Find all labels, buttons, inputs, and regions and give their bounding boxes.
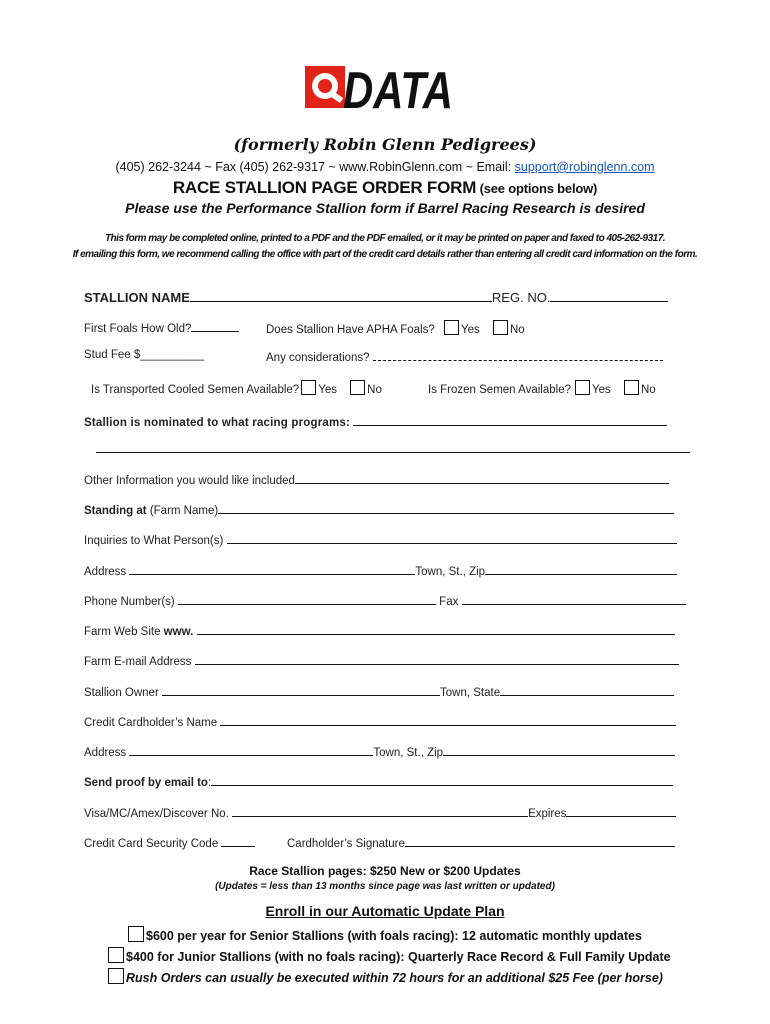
- inquiries-label: Inquiries to What Person(s): [84, 535, 224, 547]
- email-link[interactable]: support@robinglenn.com: [514, 160, 655, 174]
- cooled-yes-checkbox[interactable]: [301, 380, 316, 395]
- phone-field[interactable]: [178, 593, 436, 605]
- security-row: [84, 835, 255, 850]
- card-address-field[interactable]: [129, 744, 373, 756]
- cooled-no-label: No: [367, 384, 382, 396]
- option-rush: [108, 968, 663, 985]
- farm-web-row: [84, 623, 675, 638]
- title-note: (see options below): [476, 181, 598, 196]
- phone-row: [84, 593, 686, 608]
- contact-line: [0, 160, 770, 174]
- considerations-label: Any considerations?: [266, 352, 370, 364]
- frozen-yes-label: Yes: [591, 384, 611, 396]
- frozen-semen-row: [428, 380, 656, 396]
- farm-web-field[interactable]: [197, 623, 675, 635]
- farm-email-row: [84, 653, 679, 668]
- cooled-yes-label: Yes: [318, 384, 337, 396]
- formerly-line: (formerly Robin Glenn Pedigrees): [233, 135, 537, 154]
- stallion-name-field[interactable]: [190, 290, 492, 302]
- farm-name-hint: (Farm Name): [146, 505, 219, 517]
- senior-plan-checkbox[interactable]: [128, 926, 144, 942]
- other-info-field[interactable]: [295, 472, 669, 484]
- www-prefix: www.: [160, 626, 194, 638]
- cardholder-row: [84, 714, 676, 729]
- signature-label: Cardholder’s Signature: [287, 838, 405, 850]
- cardholder-name-field[interactable]: [220, 714, 676, 726]
- fax-field[interactable]: [462, 593, 686, 605]
- stud-fee-label[interactable]: Stud Fee $__________: [84, 349, 205, 361]
- frozen-no-checkbox[interactable]: [624, 380, 639, 395]
- rush-order-label: Rush Orders can usually be executed within 72 hours for an additional $25 Fee (per horse): [126, 971, 663, 985]
- form-title: [0, 178, 770, 198]
- reg-no-label: REG. NO.: [491, 290, 551, 305]
- nominated-field-line-2[interactable]: [96, 452, 690, 453]
- standing-at-row: [84, 502, 674, 517]
- junior-plan-checkbox[interactable]: [108, 947, 124, 963]
- nominated-field[interactable]: [353, 414, 667, 426]
- cooled-semen-label: Is Transported Cooled Semen Available?: [91, 384, 300, 396]
- pricing-line: Race Stallion pages: $250 New or $200 Updates: [249, 864, 521, 878]
- address-field[interactable]: [129, 563, 415, 575]
- send-proof-field[interactable]: [211, 774, 673, 786]
- owner-row: [84, 684, 674, 699]
- cooled-semen-row: [91, 380, 382, 396]
- address-label: Address: [84, 566, 127, 578]
- card-number-label: Visa/MC/Amex/Discover No.: [84, 808, 229, 820]
- farm-email-label: Farm E-mail Address: [84, 656, 192, 668]
- apha-no-label: No: [509, 324, 525, 336]
- standing-at-label: Standing at: [84, 505, 147, 517]
- senior-plan-label: $600 per year for Senior Stallions (with foals racing): 12 automatic monthly updates: [146, 929, 642, 943]
- frozen-no-label: No: [640, 384, 656, 396]
- expires-field[interactable]: [566, 805, 676, 817]
- security-code-label: Credit Card Security Code: [84, 838, 219, 850]
- instruction-note-1: This form may be completed online, printed to a PDF and the PDF emailed, or it may be printed on paper and faxed to 405-262-9317.: [104, 233, 666, 244]
- card-town-st-zip-field[interactable]: [443, 744, 675, 756]
- junior-plan-label: $400 for Junior Stallions (with no foals racing): Quarterly Race Record & Full Family Update: [126, 950, 671, 964]
- rush-order-checkbox[interactable]: [108, 968, 124, 984]
- send-proof-label: Send proof by email to: [84, 777, 208, 789]
- title-text: RACE STALLION PAGE ORDER FORM: [172, 178, 477, 197]
- town-st-zip-label: Town, St., Zip: [415, 566, 486, 578]
- nominated-label: Stallion is nominated to what racing programs:: [84, 417, 351, 429]
- logo-text: DATA: [343, 62, 453, 120]
- option-junior: [108, 947, 671, 964]
- option-senior: [128, 926, 642, 943]
- card-address-label: Address: [84, 747, 127, 759]
- inquiries-field[interactable]: [227, 532, 677, 544]
- first-foals-field[interactable]: [191, 320, 239, 332]
- standing-at-field[interactable]: [218, 502, 674, 514]
- contact-text: (405) 262-3244 ~ Fax (405) 262-9317 ~ www.RobinGlenn.com ~ Email:: [115, 160, 515, 174]
- expires-label: Expires: [528, 808, 567, 820]
- card-number-row: [84, 805, 676, 820]
- phone-label: Phone Number(s): [84, 596, 175, 608]
- frozen-yes-checkbox[interactable]: [575, 380, 590, 395]
- instruction-note-2: If emailing this form, we recommend calling the office with part of the credit card details rather than entering all credit card information on the form.: [72, 249, 698, 260]
- cooled-no-checkbox[interactable]: [350, 380, 365, 395]
- inquiries-row: [84, 532, 677, 547]
- stallion-name-label: STALLION NAME: [84, 290, 190, 305]
- owner-label: Stallion Owner: [84, 687, 159, 699]
- other-info-row: [84, 472, 669, 487]
- owner-field[interactable]: [162, 684, 440, 696]
- address-row: [84, 563, 677, 578]
- signature-row: [287, 835, 675, 850]
- fax-label: Fax: [439, 596, 459, 608]
- qdata-logo: [305, 60, 455, 120]
- considerations-field[interactable]: [373, 349, 663, 361]
- apha-no-checkbox[interactable]: [493, 320, 508, 335]
- farm-email-field[interactable]: [195, 653, 679, 665]
- signature-field[interactable]: [405, 835, 675, 847]
- frozen-semen-label: Is Frozen Semen Available?: [428, 384, 571, 396]
- apha-row: [266, 320, 525, 336]
- security-code-field[interactable]: [221, 835, 255, 847]
- other-info-label: Other Information you would like included: [84, 475, 295, 487]
- stallion-name-row: [84, 290, 668, 305]
- updates-note: (Updates = less than 13 months since page was last written or updated): [215, 881, 555, 892]
- card-number-field[interactable]: [232, 805, 528, 817]
- apha-label: Does Stallion Have APHA Foals?: [266, 324, 435, 336]
- town-st-zip-field[interactable]: [485, 563, 677, 575]
- nominated-row: [84, 414, 667, 429]
- card-address-row: [84, 744, 675, 759]
- first-foals-row: [84, 320, 239, 335]
- owner-town-state-label: Town, State: [440, 687, 501, 699]
- apha-yes-checkbox[interactable]: [444, 320, 459, 335]
- first-foals-label: First Foals How Old?: [84, 323, 192, 335]
- farm-web-label: Farm Web Site: [84, 626, 161, 638]
- send-proof-row: Send proof by email to:: [84, 774, 673, 789]
- form-subtitle: Please use the Performance Stallion form if Barrel Racing Research is desired: [125, 200, 645, 216]
- enroll-heading: Enroll in our Automatic Update Plan: [265, 903, 505, 919]
- cardholder-name-label: Credit Cardholder’s Name: [84, 717, 218, 729]
- reg-no-field[interactable]: [550, 290, 668, 302]
- apha-yes-label: Yes: [460, 324, 480, 336]
- owner-town-state-field[interactable]: [500, 684, 674, 696]
- card-town-st-zip-label: Town, St., Zip: [373, 747, 444, 759]
- considerations-row: [266, 349, 663, 364]
